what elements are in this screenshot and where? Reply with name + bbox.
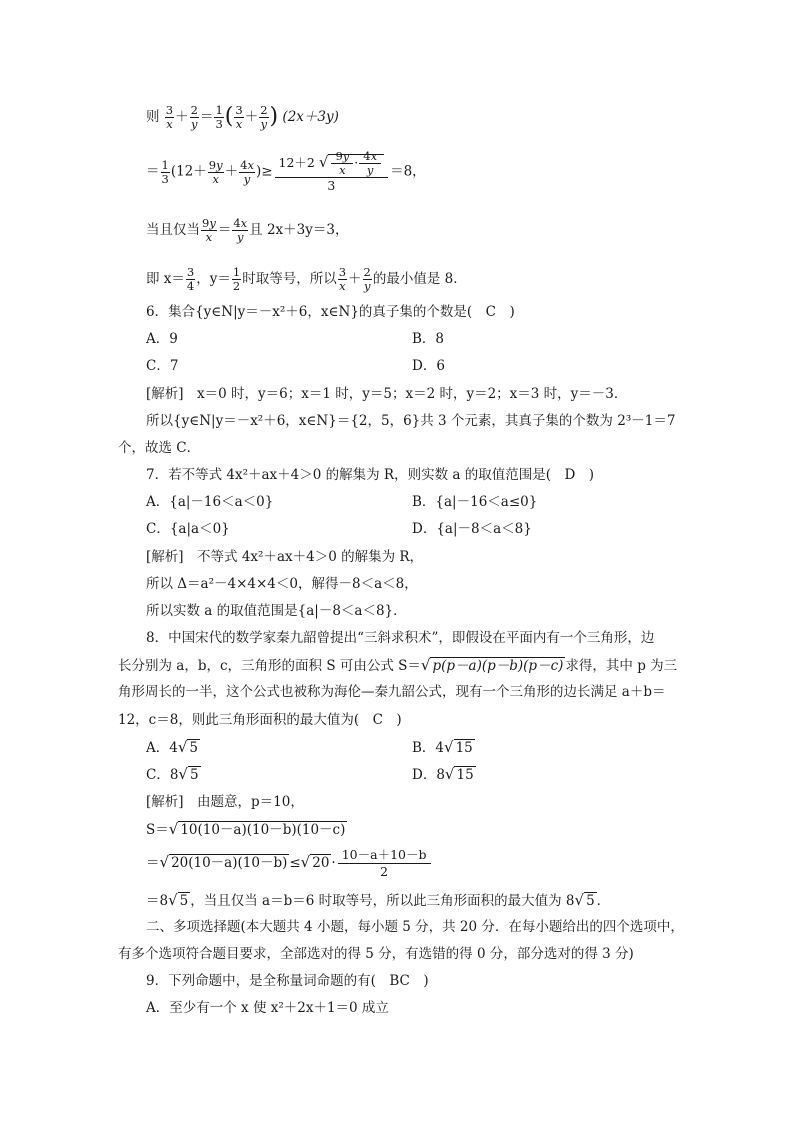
q6-analysis-1: [解析] x＝0 时，y＝6；x＝1 时，y＝5；x＝2 时，y＝2；x＝3 时，y＝－3． [146, 386, 628, 402]
text: ＝ [217, 222, 232, 238]
q8-analysis-4: ＝8√ 5 ，当且仅当 a＝b＝6 时取等号，所以此三角形面积的最大值为 8√ 5 ． [146, 891, 611, 909]
text: 求得，其中 p 为三 [565, 658, 678, 674]
radicand: 10(10－a)(10－b)(10－c) [180, 822, 346, 838]
q9-option-a: A．至少有一个 x 使 x²＋2x＋1＝0 成立 [146, 1000, 389, 1016]
denominator: 2 [380, 864, 389, 879]
fraction: $\frac{9y}{x}$ [202, 216, 216, 244]
q7-option-d: D．{a|－8＜a＜8} [412, 521, 532, 537]
text: ＋ [224, 163, 239, 180]
q7-option-c: C．{a|a＜0} [146, 521, 230, 537]
text: S＝ [146, 822, 169, 838]
text: 当且仅当 [146, 222, 200, 238]
text: ，y＝ [196, 271, 231, 287]
radicand: 5 [189, 767, 199, 783]
q8-option-d: D．8√ 15 [412, 765, 474, 783]
text: A．4 [146, 740, 178, 756]
fraction: $\frac{2}{y}$ [260, 103, 268, 131]
fraction: $\frac{9y}{x}$ [208, 157, 223, 186]
q8-stem-3: 角形周长的一半，这个公式也被称为海伦—秦九韶公式，现有一个三角形的边长满足 a＋b＝ [118, 684, 666, 700]
fraction: $\frac{1}{3}$ [215, 103, 223, 131]
text: 12＋2 [278, 155, 315, 170]
text: 长分别为 a，b，c，三角形的面积 S 可由公式 S＝ [118, 658, 421, 674]
fraction: $\frac{3}{x}$ [235, 103, 243, 131]
q7-stem: 7．若不等式 4x²＋ax＋4＞0 的解集为 R，则实数 a 的取值范围是( D ) [146, 467, 595, 483]
text: ＝ [146, 855, 160, 871]
q6-option-a: A．9 [146, 331, 178, 347]
radicand: p(p－a)(p－b)(p－c) [432, 658, 564, 674]
q6-analysis-2: 所以{y∈N|y＝－x²＋6，x∈N}＝{2，5，6}共 3 个元素，其真子集的个数为 2³－1＝7 [146, 413, 676, 429]
text: ＝ [146, 163, 160, 180]
radicand: 5 [189, 740, 198, 756]
section-2-heading-1: 二、多项选择题(本大题共 4 小题，每小题 5 分，共 20 分．在每小题给出的四个选项中， [146, 919, 684, 935]
fraction: $\frac{1}{3}$ [161, 157, 169, 186]
q7-option-a: A．{a|－16＜a＜0} [146, 494, 274, 510]
text: B．4 [412, 740, 445, 756]
q6-analysis-3: 个，故选 C． [118, 440, 201, 456]
text: C．8 [146, 767, 179, 783]
text: 即 x＝ [146, 271, 185, 287]
fraction [338, 847, 431, 880]
solution-line-4 [146, 266, 467, 293]
fraction: $\frac{4x}{y}$ [240, 157, 254, 186]
text: ＋ [348, 271, 362, 287]
q8-stem-1: 8．中国宋代的数学家秦九韶曾提出“三斜求积术”，即假设在平面内有一个三角形，边 [146, 630, 655, 646]
fraction: 12＋2 √ $\frac{9y}{x}$ · $\frac{4x}{y}$ 3 [275, 150, 389, 194]
text: · [331, 855, 336, 871]
q7-analysis-1: [解析] 不等式 4x²＋ax＋4＞0 的解集为 R， [146, 549, 424, 565]
numerator: 10－a＋10－b [338, 847, 431, 864]
section-2-heading-2: 有多个选项符合题目要求，全部选对的得 5 分，有选错的得 0 分，部分选对的得 3 分) [118, 946, 634, 962]
text: 则 [146, 109, 160, 125]
fraction: $\frac{3}{x}$ [338, 265, 347, 293]
text: ≤ [289, 855, 301, 871]
fraction: $\frac{1}{2}$ [232, 265, 241, 293]
text: ＝8 [146, 893, 169, 909]
text: ，当且仅当 a＝b＝6 时取等号，所以此三角形面积的最大值为 8 [190, 893, 575, 909]
q6-stem: 6．集合{y∈N|y＝－x²＋6，x∈N}的真子集的个数是( C ) [146, 304, 515, 320]
fraction: $\frac{2}{y}$ [363, 265, 371, 293]
text: 3 [327, 178, 336, 193]
radicand: 5 [179, 893, 189, 909]
text: ＝ [199, 109, 214, 125]
radicand: 20(10－a)(10－b) [171, 855, 288, 871]
text: ＝8， [390, 163, 426, 180]
q8-option-a: A．4√ 5 [146, 738, 198, 756]
q6-option-d: D．6 [412, 358, 445, 374]
text: ． [596, 893, 611, 909]
text: 的最小值是 8． [372, 271, 467, 287]
q9-stem: 9．下列命题中，是全称量词命题的有( BC ) [146, 973, 429, 989]
text: 时取等号，所以 [242, 271, 337, 287]
text: (12＋ [170, 163, 207, 180]
q8-stem-4: 12，c＝8，则此三角形面积的最大值为( C ) [118, 712, 402, 728]
q6-option-c: C．7 [146, 358, 179, 374]
q6-option-b: B．8 [412, 331, 445, 347]
fraction: $\frac{3}{4}$ [186, 265, 195, 293]
fraction: $\frac{2}{y}$ [190, 103, 198, 131]
q8-analysis-1: [解析] 由题意，p＝10， [146, 794, 304, 810]
q7-analysis-2: 所以 Δ＝a²－4×4×4＜0，解得－8＜a＜8， [146, 576, 418, 592]
text: 且 2x＋3y＝3， [249, 222, 349, 238]
q8-analysis-3: ＝√ 20(10－a)(10－b) ≤√ 20 · $\frac{10-a+10-b}{2}$ [146, 847, 433, 880]
q8-stem-2: 长分别为 a，b，c，三角形的面积 S 可由公式 S＝√ p(p－a)(p－b)(p－c) 求得，其中 p 为三 [118, 656, 678, 674]
radicand: 15 [456, 767, 474, 783]
solution-line-3 [146, 217, 348, 244]
q7-analysis-3: 所以实数 a 的取值范围是{a|－8＜a＜8}． [146, 603, 407, 619]
text: )≥ [255, 163, 273, 180]
solution-line-1: 则 $\frac{3}{x}$ ＋ $\frac{2}{y}$ ＝ $\frac{1}{3}$ ( $\frac{3}{x}$ ＋ $\frac{2}{y}$ ) (2x＋3y) [146, 103, 339, 131]
q8-analysis-2: S＝√ 10(10－a)(10－b)(10－c) [146, 820, 346, 838]
radicand: 20 [312, 855, 330, 871]
text: D．8 [412, 767, 445, 783]
text: (2x＋3y) [282, 109, 339, 125]
q8-option-c: C．8√ 5 [146, 765, 199, 783]
radicand: 15 [455, 740, 473, 756]
radicand: 5 [586, 893, 595, 909]
fraction: $\frac{3}{x}$ [165, 103, 174, 131]
q8-option-b: B．4√ 15 [412, 738, 473, 756]
q7-option-b: B．{a|－16＜a≤0} [412, 494, 538, 510]
fraction: $\frac{4x}{y}$ [233, 216, 248, 244]
solution-line-2 [146, 150, 426, 194]
